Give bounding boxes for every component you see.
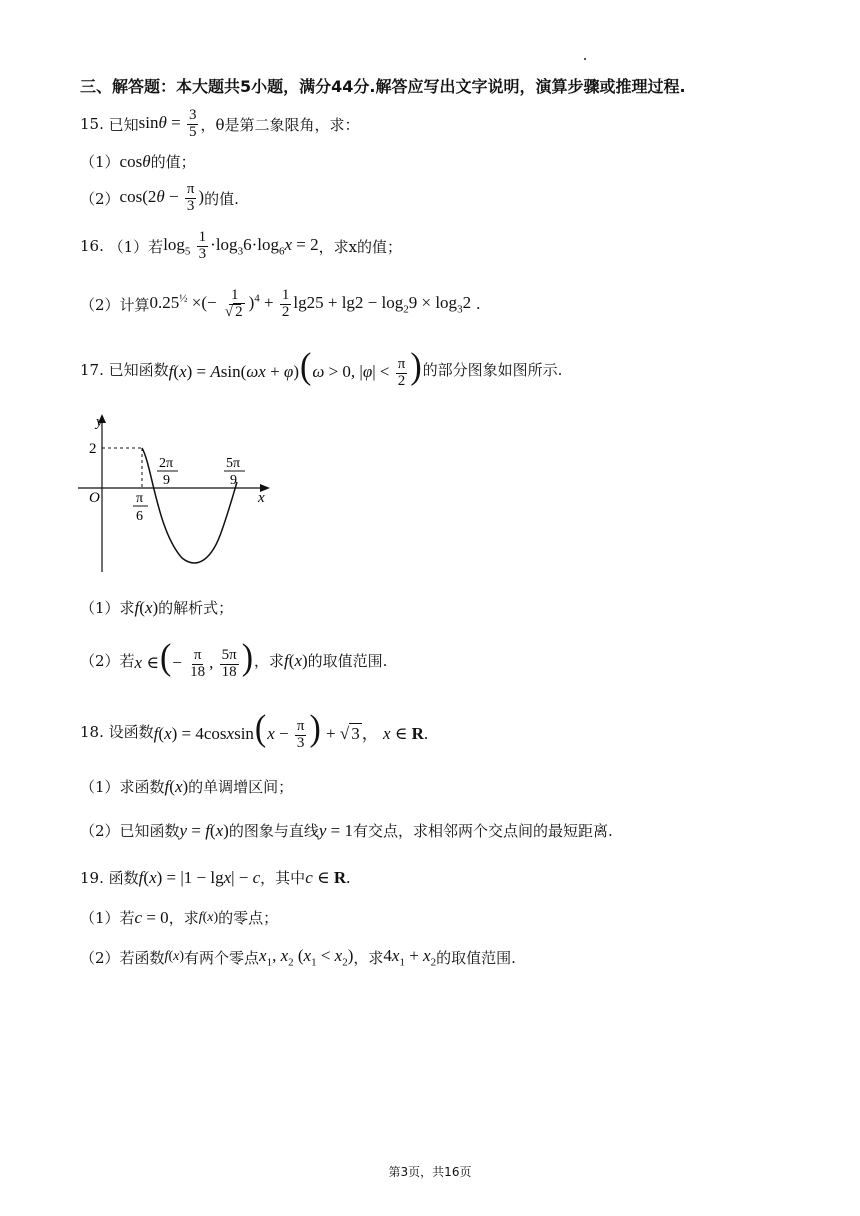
q19-fx-small-2: f(x)	[164, 949, 184, 965]
q19-expr: $4x_1 + x_2$	[383, 946, 437, 969]
q18-part2-label: （2）已知函数	[80, 822, 180, 840]
q15-intro-suffix: ，θ是第二象限角，求：	[200, 115, 360, 134]
q16-log-expr: $\log_5$ $\frac{1}{3}$ $\cdot\log_36\cdot\log_6x = 2$	[163, 229, 319, 262]
tick-5pi9-den: 9	[230, 473, 237, 488]
q19-intro	[80, 867, 820, 888]
page-footer	[0, 1163, 860, 1180]
q18-part2	[80, 820, 820, 841]
x-axis-label: x	[258, 490, 265, 506]
section-title	[80, 74, 820, 97]
q17-part1-suffix: 的解析式；	[158, 599, 234, 617]
q17-part2-end: 的取值范围.	[307, 652, 388, 671]
q18-fx: f(x)	[164, 776, 189, 796]
q19-part2-label: （2）若函数	[80, 948, 165, 967]
q19-part1-suffix: 的零点；	[218, 909, 279, 927]
q17-func-expr: f(x) = Asin(ωx + φ)(ω > 0, |φ| < $\frac{\pi}{2}$ )	[168, 346, 422, 389]
q18-func-expr: f(x) = 4cosxsin(x − $\frac{\pi}{3}$ ) + √ 3 ， x ∈ R.	[153, 708, 429, 751]
q19-number: 19.	[80, 868, 104, 887]
q17-intro-prefix: 已知函数	[108, 361, 169, 380]
sine-curve	[142, 448, 237, 563]
q19-intro-prefix: 函数	[108, 869, 139, 887]
q19-zeros: $x_1$, $x_2$ $(x_1 < x_2)$	[259, 946, 354, 969]
q19-c-in-r: c ∈ R.	[305, 867, 351, 887]
q17-fx-2: f(x)	[284, 650, 308, 670]
q19-part2-mid2: ，求	[353, 948, 384, 967]
q17-part2-label: （2）若	[80, 652, 135, 671]
q16-part2-label: （2）计算	[80, 295, 150, 314]
q16-part2-suffix: .	[475, 295, 481, 314]
q16-part1-label: （1）若	[108, 237, 164, 256]
q18-intro	[80, 708, 820, 751]
q17-interval: x ∈(− $\frac{\pi}{18}$ , $\frac{5\pi}{18}$ )	[134, 637, 254, 680]
q16-part1	[80, 230, 820, 263]
q15-part1	[80, 151, 820, 172]
q15-intro-prefix: 已知	[108, 115, 139, 134]
q19-c-zero: c = 0	[134, 907, 169, 927]
q15-part1-suffix: 的值；	[150, 153, 196, 171]
q18-intro-prefix: 设函数	[108, 723, 154, 742]
q17-part2	[80, 637, 820, 680]
q17-part1	[80, 597, 820, 618]
q19-intro-suffix: ，其中	[260, 869, 306, 887]
tick-2pi9-den: 9	[163, 473, 170, 488]
q17-part1-label: （1）求	[80, 599, 135, 617]
q18-part2-suffix: 有交点，求相邻两个交点间的最短距离.	[352, 822, 613, 840]
q16-number: 16.	[80, 237, 104, 256]
q15-part2	[80, 182, 820, 215]
y-axis-label: y	[96, 414, 103, 430]
q19-part2-suffix: 的取值范围.	[436, 948, 516, 967]
q19-part1-label: （1）若	[80, 909, 135, 927]
q18-part1	[80, 776, 820, 797]
q17-intro	[80, 346, 820, 389]
q16-part2	[80, 288, 820, 321]
q16-part1-suffix: ，求x的值；	[318, 237, 403, 256]
q16-calc-expr: $0.25^{\frac{1}{2}}$ ×(− $\frac{1}{√ 2}$ )$^4$ + $\frac{1}{2}$ $\lg 25 + \lg 2 - \log_29 \times \log_32$	[149, 287, 472, 320]
y-max-label: 2	[89, 441, 97, 457]
tick-pi6-num: π	[136, 491, 144, 506]
q18-part1-suffix: 的单调增区间；	[188, 778, 294, 796]
q19-part2-mid: 有两个零点	[184, 948, 260, 967]
section-title-text: 三、解答题：本大题共5小题，满分44分.解答应写出文字说明，演算步骤或推理过程.	[80, 77, 686, 96]
q19-part2	[80, 946, 820, 968]
q17-sine-graph	[72, 410, 282, 580]
q17-fx: f(x)	[134, 597, 159, 617]
q17-intro-suffix: 的部分图象如图所示.	[422, 361, 563, 380]
q15-intro	[80, 108, 820, 141]
q18-part2-mid: 的图象与直线	[228, 822, 319, 840]
q18-part1-label: （1）求函数	[80, 778, 165, 796]
q19-part1-mid: ，求	[168, 909, 199, 927]
q19-part1	[80, 907, 820, 928]
q19-func-expr: f(x) = |1 − lgx| − c	[138, 867, 261, 887]
q15-part2-label: （2）	[80, 189, 120, 208]
q15-cos2-expr: cos(2θ − $\frac{\pi}{3}$ )	[119, 181, 205, 214]
q15-cos-expr: cosθ	[119, 151, 151, 171]
q15-part1-label: （1）	[80, 153, 120, 171]
page-number-text: 第3页，共16页	[388, 1165, 472, 1179]
origin-label: O	[89, 490, 100, 506]
q15-number: 15.	[80, 115, 104, 134]
q18-yfx: y = f(x)	[179, 820, 229, 840]
tick-2pi9-num: 2π	[159, 456, 174, 471]
q15-sin-expr: sinθ = $\frac{3}{5}$	[138, 107, 197, 140]
tick-pi6-den: 6	[136, 509, 143, 524]
q15-part2-suffix: 的值.	[204, 189, 239, 208]
q17-part2-suffix: ，求	[254, 652, 285, 671]
q19-fx-small: f(x)	[198, 909, 219, 925]
q18-y1: y = 1	[318, 820, 353, 840]
tick-5pi9-num: 5π	[226, 456, 241, 471]
q17-number: 17.	[80, 360, 104, 379]
scan-dot	[584, 58, 586, 60]
q18-number: 18.	[80, 722, 104, 741]
